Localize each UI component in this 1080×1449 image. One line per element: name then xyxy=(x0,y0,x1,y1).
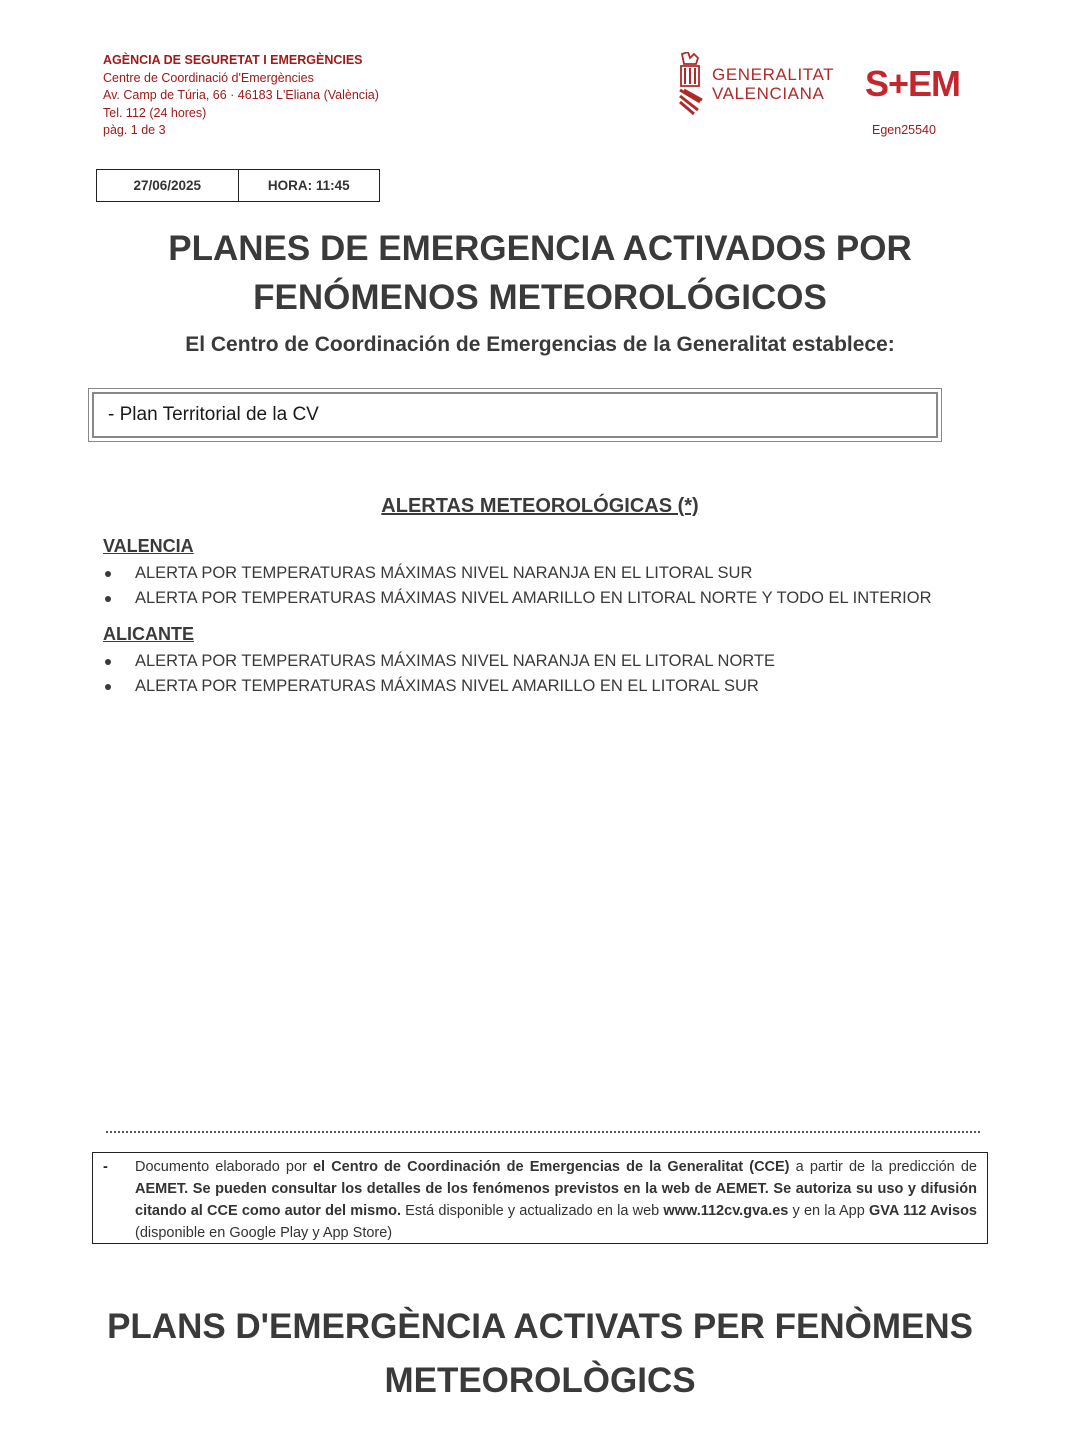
generalitat-wordmark xyxy=(712,65,834,103)
list-item: ALERTA POR TEMPERATURAS MÁXIMAS NIVEL NARANJA EN EL LITORAL NORTE xyxy=(103,649,775,674)
page-title xyxy=(0,224,1080,322)
title-line2: FENÓMENOS METEOROLÓGICOS xyxy=(253,278,827,317)
active-plan-text: - Plan Territorial de la CV xyxy=(92,392,938,438)
agency-center: Centre de Coordinació d'Emergències xyxy=(103,70,314,85)
gva-line2: VALENCIANA xyxy=(712,84,825,103)
note-text: Documento elaborado por xyxy=(135,1159,313,1175)
disclaimer-text xyxy=(135,1156,977,1243)
valencian-title-line2: METEOROLÒGICS xyxy=(384,1361,696,1400)
list-item: ALERTA POR TEMPERATURAS MÁXIMAS NIVEL NARANJA EN EL LITORAL SUR xyxy=(103,561,932,586)
note-text: (disponible en Google Play y App Store) xyxy=(135,1225,393,1241)
disclaimer-box xyxy=(92,1152,988,1244)
note-text: y en la App xyxy=(788,1203,869,1219)
alicante-alert-list xyxy=(103,649,775,699)
dotted-divider xyxy=(106,1131,980,1133)
agency-header xyxy=(103,52,379,140)
note-text: Está disponible y actualizado en la web xyxy=(401,1203,664,1219)
province-valencia: VALENCIA xyxy=(103,536,194,556)
date-cell: 27/06/2025 xyxy=(133,178,202,193)
document-code: Egen25540 xyxy=(872,123,936,137)
title-line1: PLANES DE EMERGENCIA ACTIVADOS POR xyxy=(168,229,912,268)
list-item: ALERTA POR TEMPERATURAS MÁXIMAS NIVEL AMARILLO EN LITORAL NORTE Y TODO EL INTERIOR xyxy=(103,586,932,611)
gva-line1: GENERALITAT xyxy=(712,65,835,84)
date-time-box xyxy=(96,169,380,202)
note-text: a partir de la predicción de xyxy=(789,1159,977,1175)
agency-title: AGÈNCIA DE SEGURETAT I EMERGÈNCIES xyxy=(103,53,363,67)
disclaimer-dash: - xyxy=(103,1159,108,1175)
sem-logo: S+EM xyxy=(865,63,961,104)
note-bold: el Centro de Coordinación de Emergencias de la Generalitat (CCE) xyxy=(312,1159,790,1175)
agency-phone: Tel. 112 (24 hores) xyxy=(103,105,207,120)
valencian-title-line1: PLANS D'EMERGÈNCIA ACTIVATS PER FENÒMENS xyxy=(107,1307,973,1346)
active-plan-box xyxy=(88,388,942,442)
generalitat-logo xyxy=(676,52,834,116)
list-item: ALERTA POR TEMPERATURAS MÁXIMAS NIVEL AMARILLO EN EL LITORAL SUR xyxy=(103,674,775,699)
app-name: GVA 112 Avisos xyxy=(868,1203,977,1219)
alerts-heading: ALERTAS METEOROLÓGICAS (*) xyxy=(381,495,699,517)
website-link[interactable]: www.112cv.gva.es xyxy=(663,1203,789,1219)
agency-address: Av. Camp de Túria, 66 · 46183 L'Eliana (València) xyxy=(103,88,379,102)
note-bold: AEMET. Se pueden consultar los detalles de los fenómenos previstos en la web de AEMET. Se autoriza su uso y difusión citando al CCE como autor del mismo. xyxy=(135,1181,977,1219)
province-alicante: ALICANTE xyxy=(103,624,194,644)
coat-of-arms-icon xyxy=(676,52,704,116)
page-number: pàg. 1 de 3 xyxy=(103,123,166,137)
time-cell: HORA: 11:45 xyxy=(238,170,380,201)
valencia-alert-list xyxy=(103,561,932,611)
valencian-title xyxy=(0,1300,1080,1408)
page-subtitle: El Centro de Coordinación de Emergencias de la Generalitat establece: xyxy=(185,333,895,356)
